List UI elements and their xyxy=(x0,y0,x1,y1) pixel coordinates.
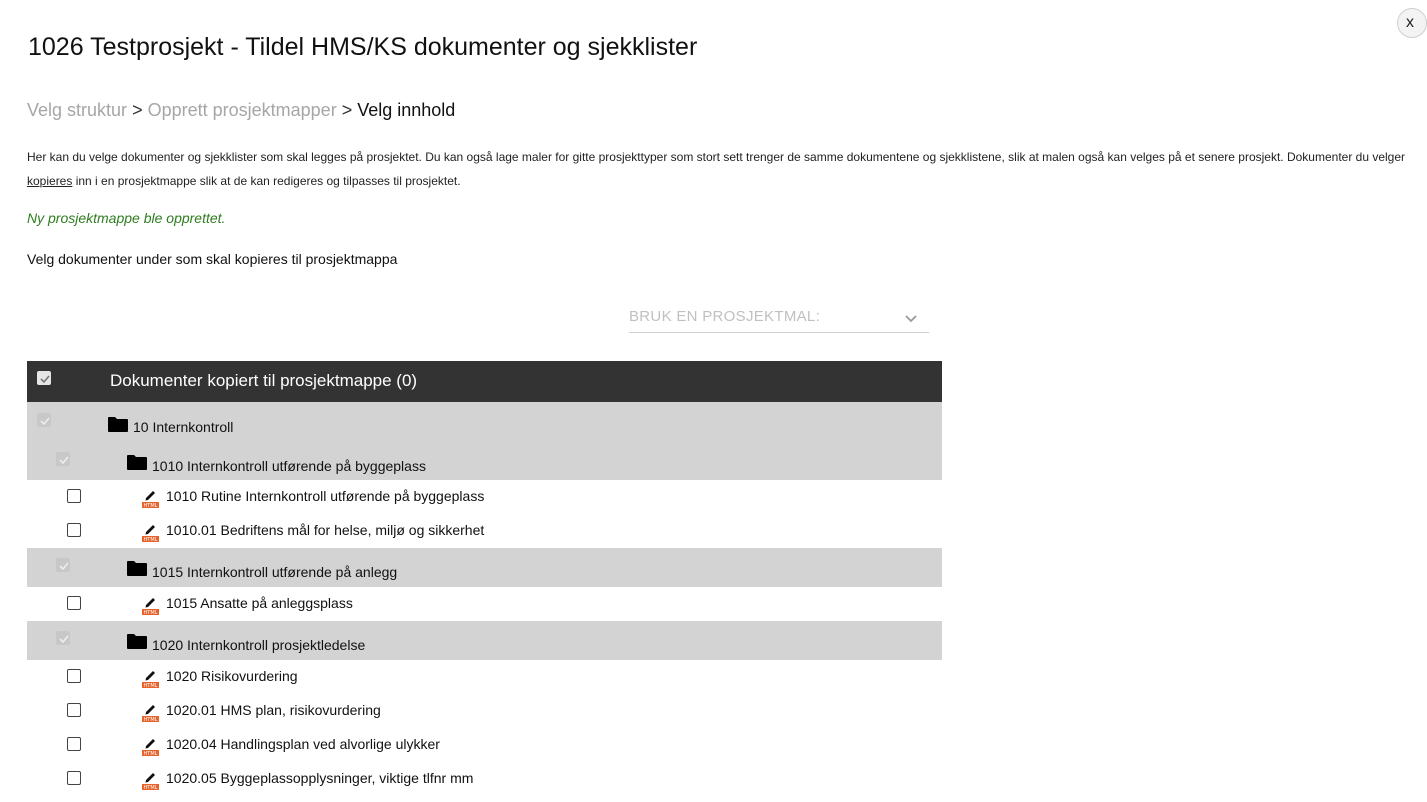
doc-checkbox[interactable] xyxy=(67,737,81,751)
svg-text:HTML: HTML xyxy=(143,537,158,543)
breadcrumb-step-folders[interactable]: Opprett prosjektmapper xyxy=(147,100,337,120)
doc-label[interactable]: 1010.01 Bedriftens mål for helse, miljø og sikkerhet xyxy=(166,522,485,538)
doc-label[interactable]: 1015 Ansatte på anleggsplass xyxy=(166,595,353,611)
html-document-icon xyxy=(142,734,159,756)
breadcrumb-step-content: Velg innhold xyxy=(357,100,456,120)
html-document-icon xyxy=(142,593,159,615)
close-button[interactable]: x xyxy=(1397,8,1427,38)
instruction-text: Velg dokumenter under som skal kopieres til prosjektmappa xyxy=(27,251,398,267)
breadcrumb xyxy=(27,100,455,121)
svg-text:HTML: HTML xyxy=(143,785,158,791)
html-document-icon xyxy=(142,768,159,790)
intro-link-kopieres[interactable]: kopieres xyxy=(27,174,73,188)
svg-text:HTML: HTML xyxy=(143,503,158,509)
breadcrumb-separator: > xyxy=(341,100,353,120)
tree-folder-row[interactable] xyxy=(27,402,942,442)
tree-folder-row[interactable] xyxy=(27,621,942,660)
tree-doc-row[interactable] xyxy=(27,694,942,728)
doc-label[interactable]: 1020 Risikovurdering xyxy=(166,668,298,684)
document-tree xyxy=(27,361,942,796)
tree-doc-row[interactable] xyxy=(27,587,942,621)
tree-doc-row[interactable] xyxy=(27,660,942,694)
folder-label: 1010 Internkontroll utførende på byggeplass xyxy=(152,458,426,474)
doc-checkbox[interactable] xyxy=(67,523,81,537)
svg-text:HTML: HTML xyxy=(143,610,158,616)
tree-doc-row[interactable] xyxy=(27,514,942,548)
tree-header xyxy=(27,361,942,402)
folder-icon xyxy=(127,633,147,649)
tree-header-label: Dokumenter kopiert til prosjektmappe (0) xyxy=(110,371,418,390)
doc-label[interactable]: 1020.04 Handlingsplan ved alvorlige ulykker xyxy=(166,736,440,752)
breadcrumb-step-structure[interactable]: Velg struktur xyxy=(27,100,128,120)
html-document-icon xyxy=(142,666,159,688)
page-title: 1026 Testprosjekt - Tildel HMS/KS dokumenter og sjekklister xyxy=(28,33,698,61)
html-document-icon xyxy=(142,700,159,722)
folder-checkbox[interactable] xyxy=(56,558,70,572)
success-message: Ny prosjektmappe ble opprettet. xyxy=(27,210,226,226)
tree-folder-row[interactable] xyxy=(27,548,942,587)
intro-text-after: inn i en prosjektmappe slik at de kan redigeres og tilpasses til prosjektet. xyxy=(72,174,461,188)
intro-text xyxy=(27,145,1412,193)
doc-label[interactable]: 1020.05 Byggeplassopplysninger, viktige tlfnr mm xyxy=(166,770,474,786)
svg-text:HTML: HTML xyxy=(143,751,158,757)
folder-icon xyxy=(127,560,147,576)
project-template-placeholder: BRUK EN PROSJEKTMAL: xyxy=(629,308,821,325)
folder-checkbox[interactable] xyxy=(56,452,70,466)
folder-label: 1015 Internkontroll utførende på anlegg xyxy=(152,564,398,580)
folder-label: 10 Internkontroll xyxy=(133,419,234,435)
folder-icon xyxy=(127,454,147,470)
folder-checkbox[interactable] xyxy=(56,631,70,645)
tree-doc-row[interactable] xyxy=(27,728,942,762)
intro-text-before: Her kan du velge dokumenter og sjekklister som skal legges på prosjektet. Du kan også lage maler for gitte prosjekttyper som stort sett trenger de samme dokumentene og sjekklistene, slik at malen også kan velges på et senere prosjekt. Dokumenter du velger xyxy=(27,150,1406,164)
tree-doc-row[interactable] xyxy=(27,480,942,514)
tree-doc-row[interactable] xyxy=(27,762,942,796)
folder-label: 1020 Internkontroll prosjektledelse xyxy=(152,637,366,653)
project-template-select[interactable] xyxy=(629,308,929,333)
doc-checkbox[interactable] xyxy=(67,596,81,610)
chevron-down-icon xyxy=(903,311,919,327)
doc-label[interactable]: 1010 Rutine Internkontroll utførende på byggeplass xyxy=(166,488,485,504)
html-document-icon xyxy=(142,486,159,508)
folder-icon xyxy=(108,416,128,432)
html-document-icon xyxy=(142,520,159,542)
tree-folder-row[interactable] xyxy=(27,442,942,480)
folder-checkbox[interactable] xyxy=(37,413,51,427)
breadcrumb-separator: > xyxy=(132,100,143,120)
svg-text:HTML: HTML xyxy=(143,717,158,723)
doc-checkbox[interactable] xyxy=(67,703,81,717)
doc-checkbox[interactable] xyxy=(67,771,81,785)
doc-checkbox[interactable] xyxy=(67,489,81,503)
doc-label[interactable]: 1020.01 HMS plan, risikovurdering xyxy=(166,702,381,718)
svg-text:HTML: HTML xyxy=(143,683,158,689)
select-all-checkbox[interactable] xyxy=(37,371,51,385)
doc-checkbox[interactable] xyxy=(67,669,81,683)
